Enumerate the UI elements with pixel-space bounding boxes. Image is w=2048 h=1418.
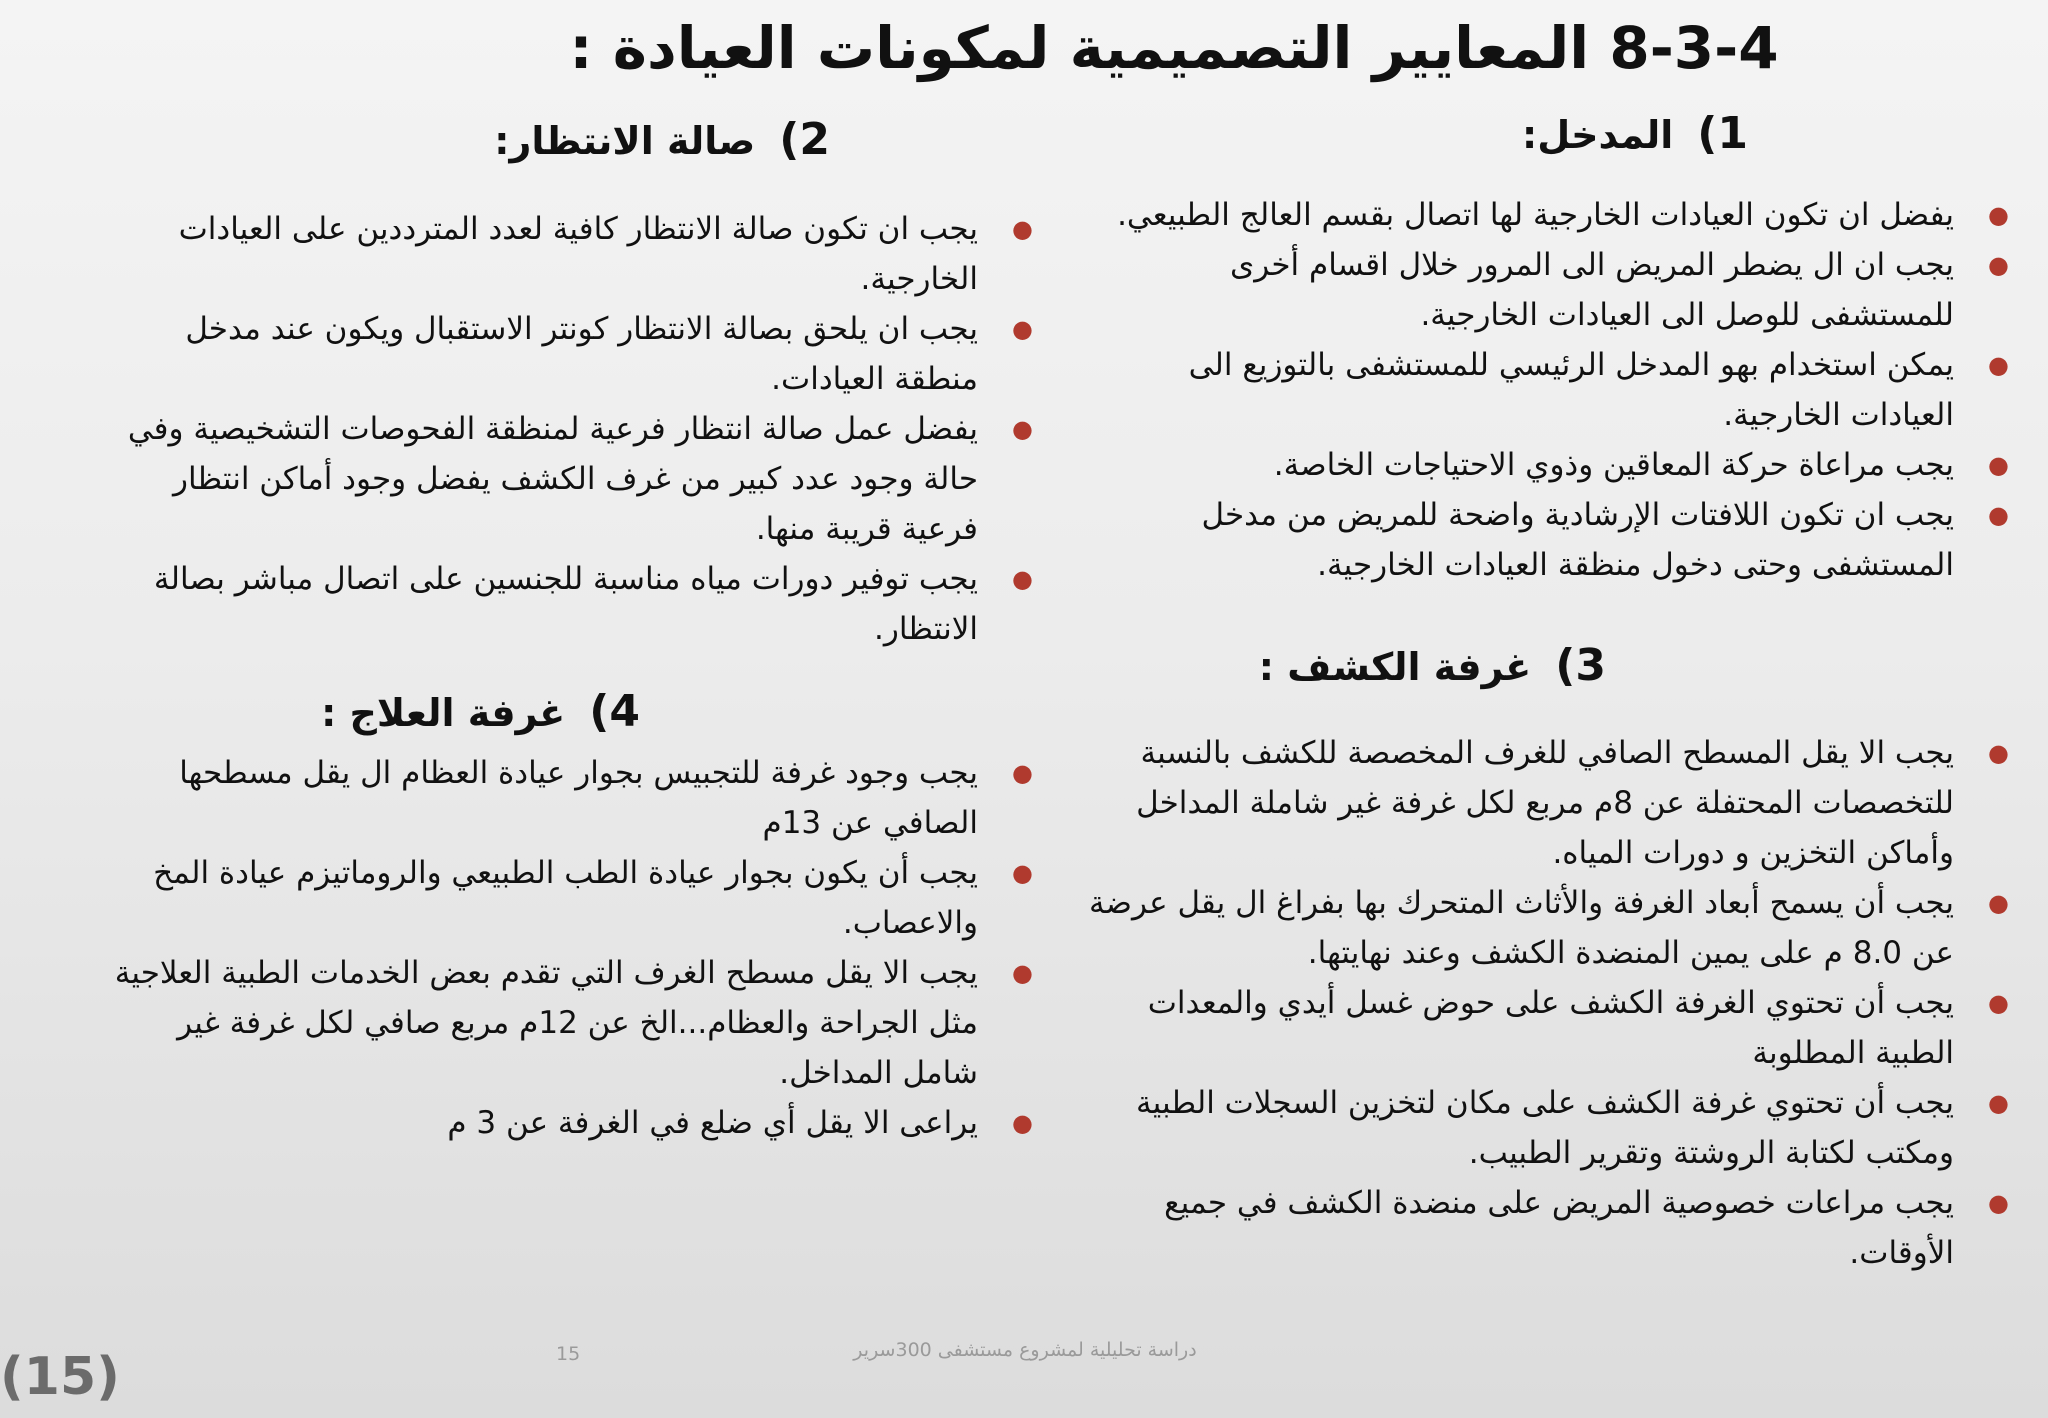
list-item: ● يجب الا يقل المسطح الصافي للغرف المخصصة للكشف بالنسبة للتخصصات المحتفلة عن 8م مربع لكل غرفة غير شاملة المداخل وأماكن التخزين و دورات المياه.: [1074, 728, 1954, 878]
section-heading-treatment-room: [321, 686, 640, 737]
list-item: ● يجب أن تحتوي غرفة الكشف على مكان لتخزين السجلات الطبية ومكتب لكتابة الروشتة وتقرير الطبيب.: [1074, 1078, 1954, 1178]
list-item: ● يفضل عمل صالة انتظار فرعية لمنظقة الفحوصات التشخيصية وفي حالة وجود عدد كبير من غرف الكشف يفضل وجود أماكن انتظار فرعية قريبة منها.: [98, 404, 978, 554]
section-number: 3): [1555, 640, 1606, 691]
footer-page-number: 15: [556, 1343, 581, 1365]
examination-room-criteria-list: [1074, 728, 1954, 1278]
list-item: ● يمكن استخدام بهو المدخل الرئيسي للمستشفى بالتوزيع الى العيادات الخارجية.: [1094, 340, 1954, 440]
section-number: 1): [1697, 108, 1748, 159]
list-item: ● يجب أن يسمح أبعاد الغرفة والأثاث المتحرك بها بفراغ ال يقل عرضة عن 8.0 م على يمين المنضدة الكشف وعند نهايتها.: [1074, 878, 1954, 978]
waiting-hall-criteria-list: [98, 204, 978, 654]
corner-page-label: (15): [0, 1347, 120, 1407]
list-item: ● يجب ان ال يضطر المريض الى المرور خلال اقسام أخرى للمستشفى للوصل الى العيادات الخارجية.: [1094, 240, 1954, 340]
list-item: ● يجب مراعات خصوصية المريض على منضدة الكشف في جميع الأوقات.: [1074, 1178, 1954, 1278]
list-item: ● يجب ان تكون اللافتات الإرشادية واضحة للمريض من مدخل المستشفى وحتى دخول منظقة العيادات الخارجية.: [1094, 490, 1954, 590]
section-title: صالة الانتظار:: [494, 119, 756, 163]
section-number: 2): [779, 114, 830, 165]
list-item: ● يجب ان يلحق بصالة الانتظار كونتر الاستقبال ويكون عند مدخل منطقة العيادات.: [98, 304, 978, 404]
section-title: غرفة الكشف :: [1258, 645, 1532, 689]
section-title: غرفة العلاج :: [321, 691, 566, 735]
section-title: المدخل:: [1522, 113, 1674, 157]
entrance-criteria-list: [1094, 190, 1954, 590]
slide-title: 8-3-4 المعايير التصميمية لمكونات العيادة :: [569, 14, 1779, 82]
list-item: ● يجب الا يقل مسطح الغرف التي تقدم بعض الخدمات الطبية العلاجية مثل الجراحة والعظام...الخ عن 12م مربع صافي لكل غرفة غير شامل المداخل.: [98, 948, 978, 1098]
section-heading-examination-room: [1259, 640, 1606, 691]
footer-project-title: دراسة تحليلية لمشروع مستشفى 300سرير: [853, 1339, 1197, 1361]
list-item: ● يجب مراعاة حركة المعاقين وذوي الاحتياجات الخاصة.: [1094, 440, 1954, 490]
treatment-room-criteria-list: [98, 748, 978, 1148]
section-heading-entrance: [1522, 108, 1748, 159]
list-item: ● يفضل ان تكون العيادات الخارجية لها اتصال بقسم العالج الطبيعي.: [1094, 190, 1954, 240]
list-item: ● يجب توفير دورات مياه مناسبة للجنسين على اتصال مباشر بصالة الانتظار.: [98, 554, 978, 654]
section-heading-waiting-hall: [494, 114, 830, 165]
list-item: ● يراعى الا يقل أي ضلع في الغرفة عن 3 م: [98, 1098, 978, 1148]
list-item: ● يجب ان تكون صالة الانتظار كافية لعدد المترددين على العيادات الخارجية.: [98, 204, 978, 304]
list-item: ● يجب أن يكون بجوار عيادة الطب الطبيعي والروماتيزم عيادة المخ والاعصاب.: [98, 848, 978, 948]
section-number: 4): [589, 686, 640, 737]
list-item: ● يجب أن تحتوي الغرفة الكشف على حوض غسل أيدي والمعدات الطبية المطلوبة: [1074, 978, 1954, 1078]
list-item: ● يجب وجود غرفة للتجبيس بجوار عيادة العظام ال يقل مسطحها الصافي عن 13م: [98, 748, 978, 848]
